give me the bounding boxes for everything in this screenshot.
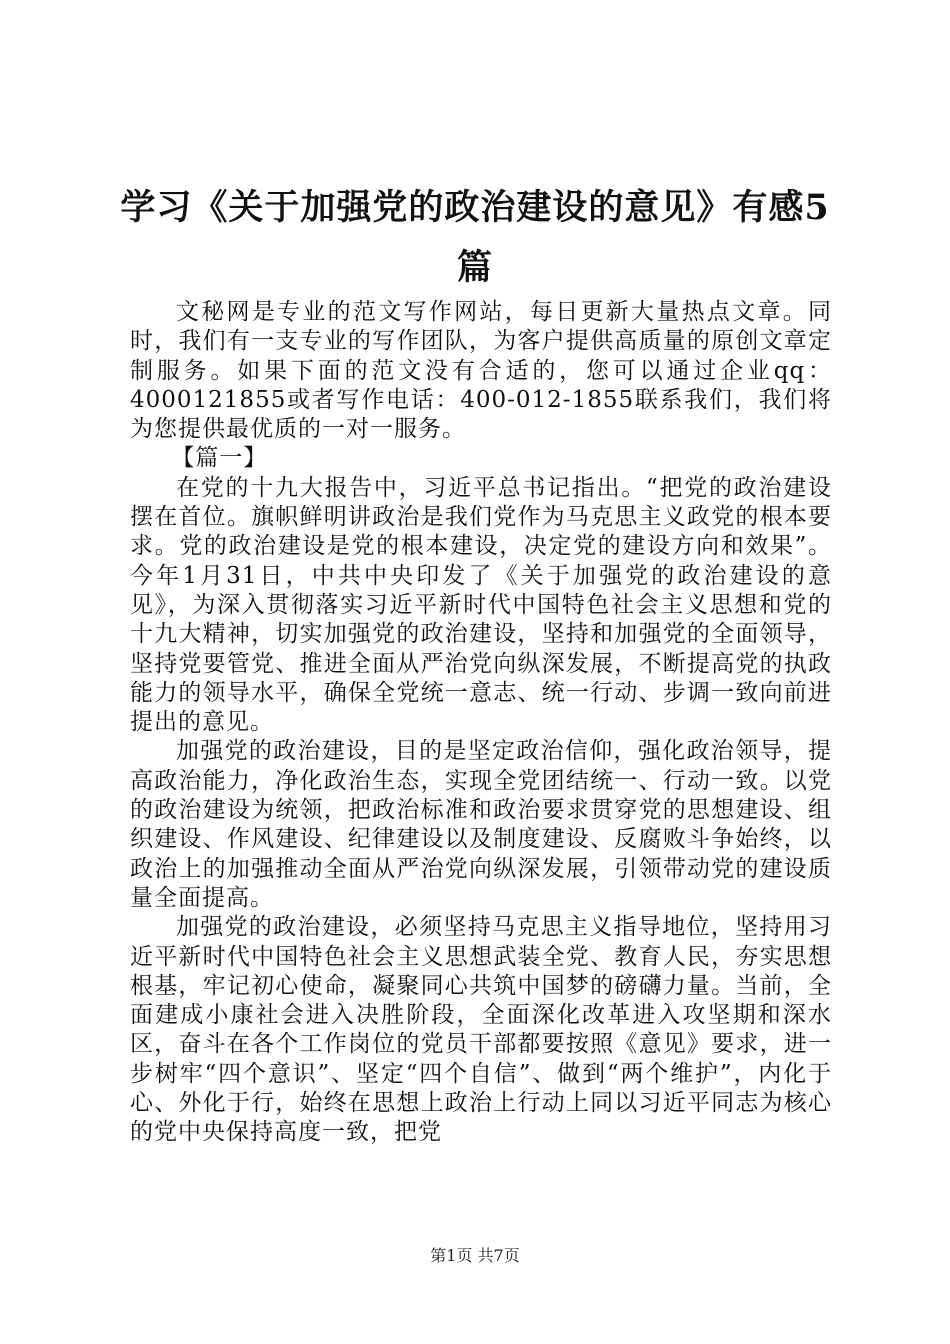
body-paragraph: 加强党的政治建设，必须坚持马克思主义指导地位，坚持用习近平新时代中国特色社会主义思想武装全党、教育人民，夯实思想根基，牢记初心使命，凝聚同心共筑中国梦的磅礴力量。当前，全面建成小康社会进入决胜阶段，全面深化改革进入攻坚期和深水区，奋斗在各个工作岗位的党员干部都要按照《意见》要求，进一步树牢“四个意识”、坚定“四个自信”、做到“两个维护”，内化于心、外化于行，始终在思想上政治上行动上同以习近平同志为核心的党中央保持高度一致，把党	[130, 914, 832, 1146]
document-title: 学习《关于加强党的政治建设的意见》有感5篇	[120, 187, 830, 288]
page-footer	[0, 1243, 950, 1266]
body-paragraph: 加强党的政治建设，目的是坚定政治信仰，强化政治领导，提高政治能力，净化政治生态，实现全党团结统一、行动一致。以党的政治建设为统领，把政治标准和政治要求贯穿党的思想建设、组织建设、作风建设、纪律建设以及制度建设、反腐败斗争始终，以政治上的加强推动全面从严治党向纵深发展，引领带动党的建设质量全面提高。	[130, 738, 832, 911]
document-body	[130, 298, 832, 1148]
page-number: 第1页 共7页	[430, 1246, 520, 1265]
intro-paragraph: 文秘网是专业的范文写作网站，每日更新大量热点文章。同时，我们有一支专业的写作团队，为客户提供高质量的原创文章定制服务。如果下面的范文没有合适的，您可以通过企业qq：4000121855或者写作电话：400-012-1855联系我们，我们将为您提供最优质的一对一服务。	[130, 299, 832, 443]
body-paragraph: 在党的十九大报告中，习近平总书记指出。“把党的政治建设摆在首位。旗帜鲜明讲政治是我们党作为马克思主义政党的根本要求。党的政治建设是党的根本建设，决定党的建设方向和效果”。今年1月31日，中共中央印发了《关于加强党的政治建设的意见》，为深入贯彻落实习近平新时代中国特色社会主义思想和党的十九大精神，切实加强党的政治建设，坚持和加强党的全面领导，坚持党要管党、推进全面从严治党向纵深发展，不断提高党的执政能力的领导水平，确保全党统一意志、统一行动、步调一致向前进提出的意见。	[130, 474, 832, 736]
section-heading: 【篇一】	[171, 445, 268, 472]
